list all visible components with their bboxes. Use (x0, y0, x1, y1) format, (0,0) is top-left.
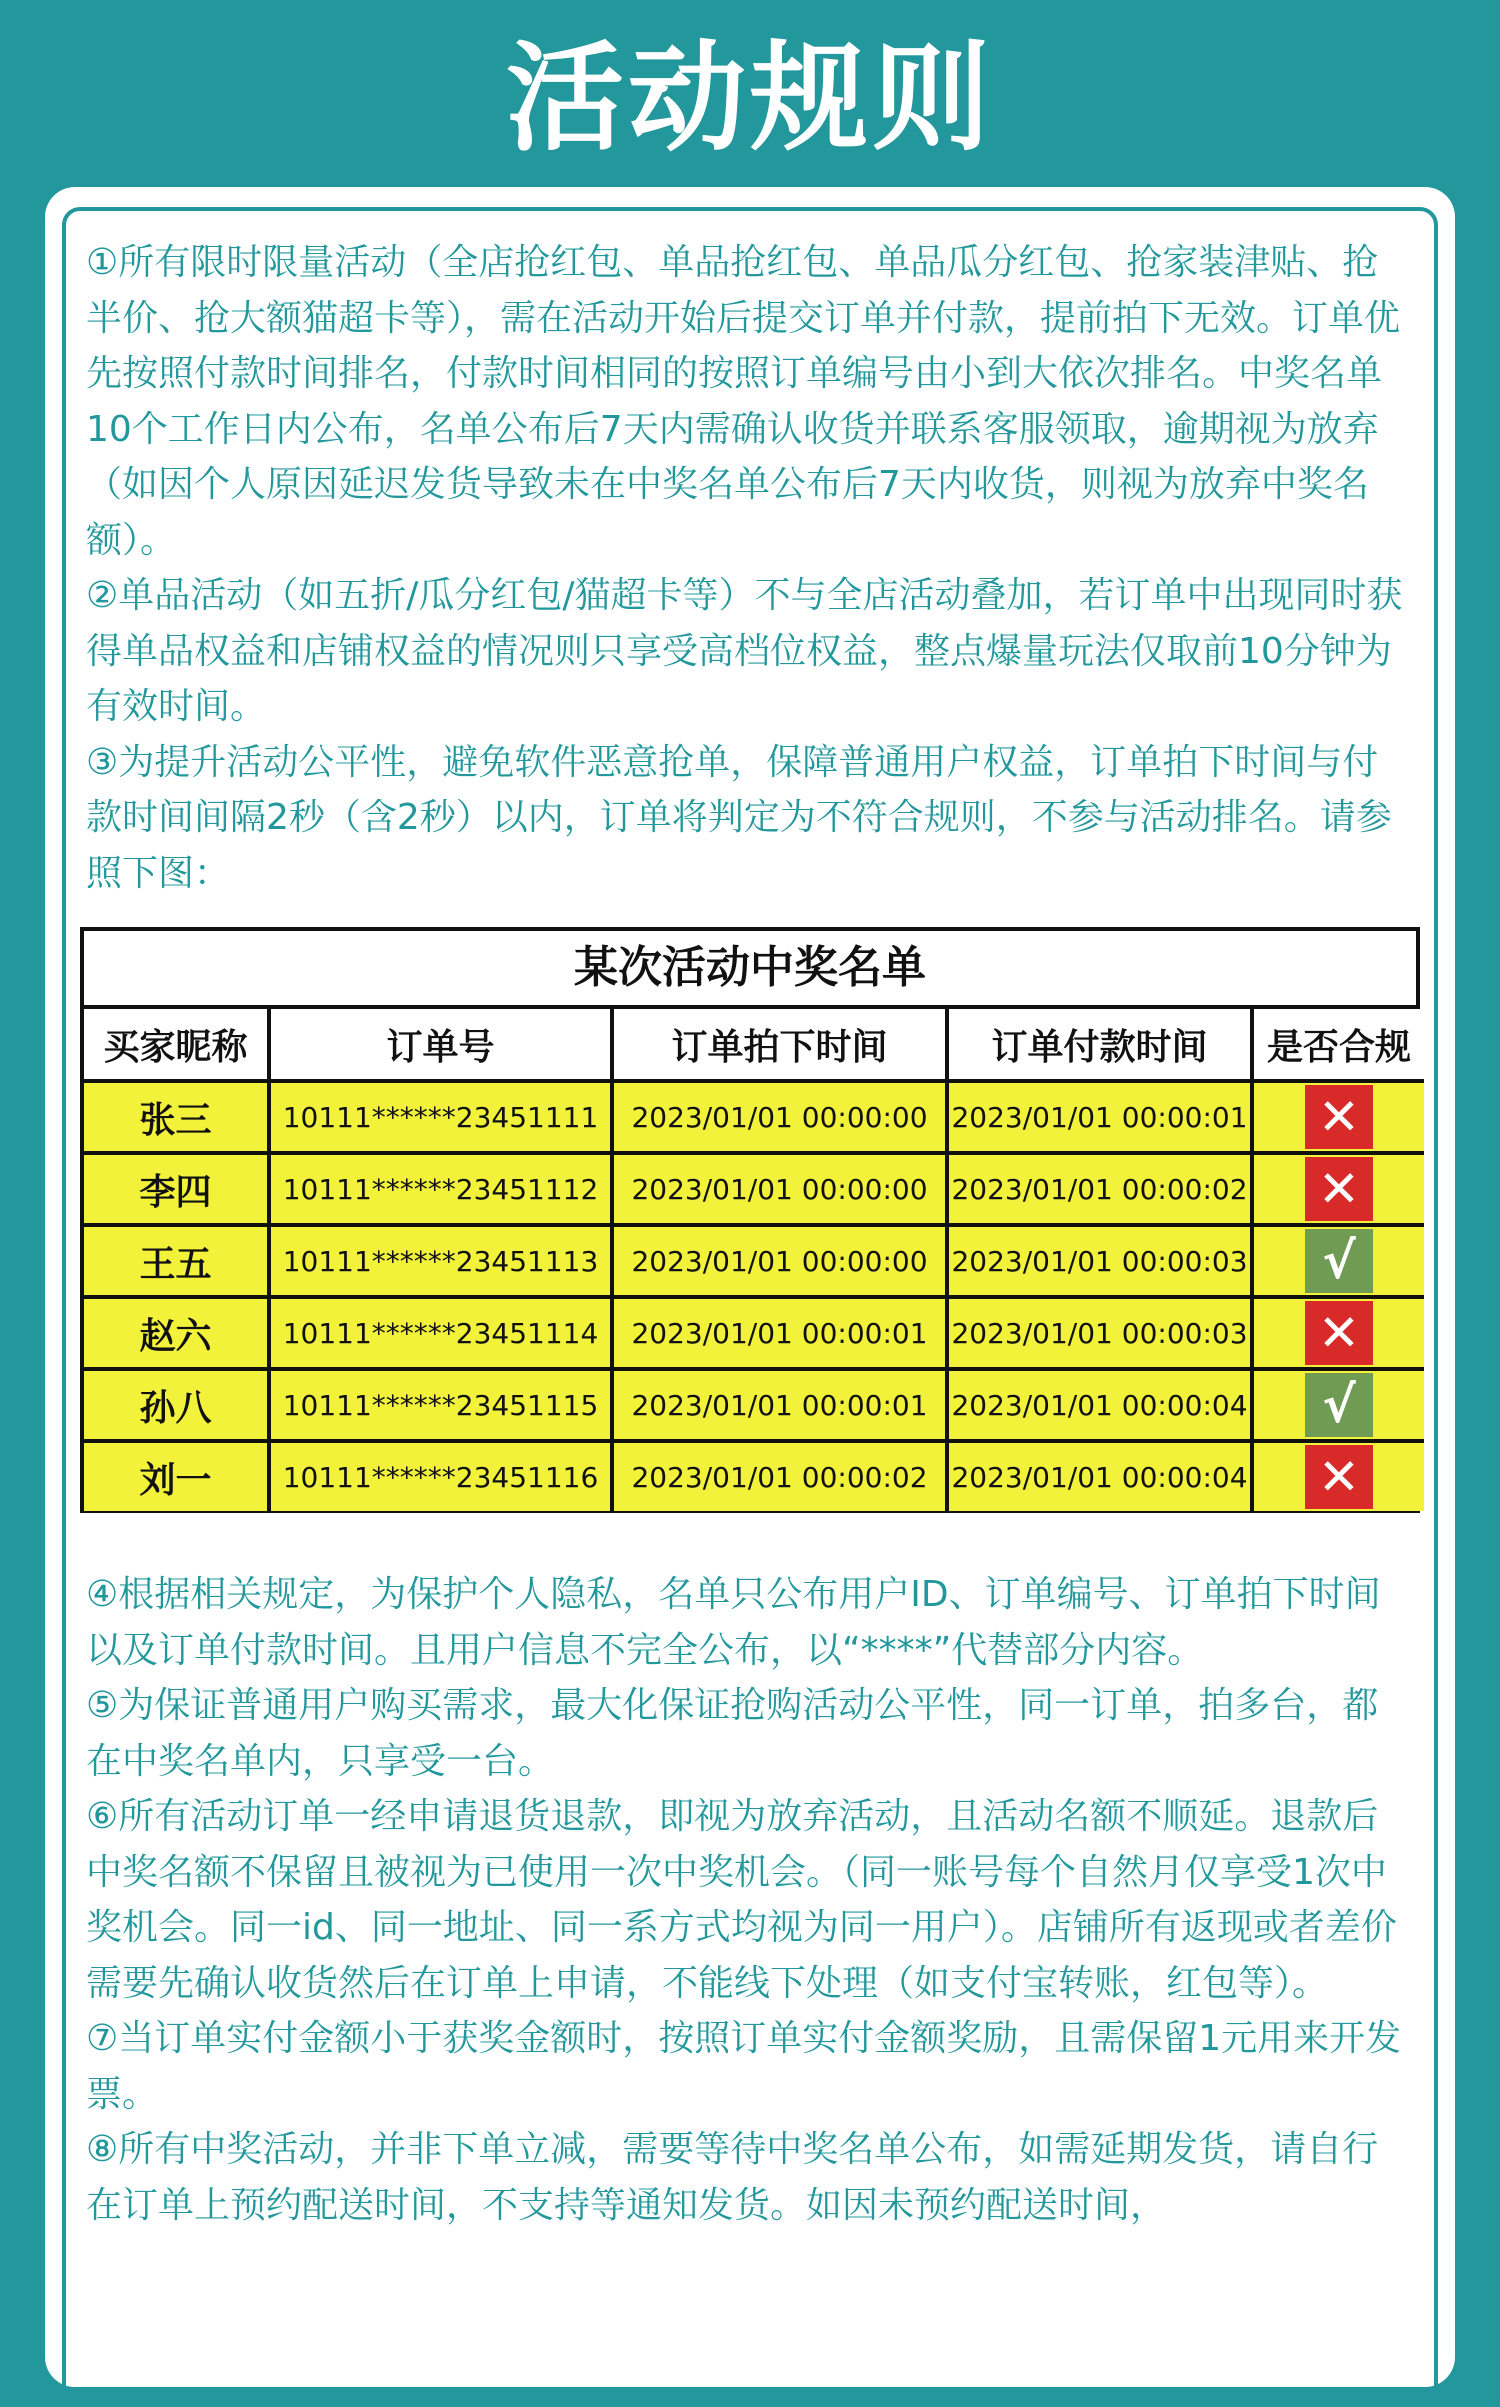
header-buyer: 买家昵称 (84, 1009, 269, 1081)
placed-time: 2023/01/01 00:00:01 (612, 1297, 947, 1369)
rule-8: ⑧所有中奖活动，并非下单立减，需要等待中奖名单公布，如需延期发货，请自行在订单上预约配送时间，不支持等通知发货。如因未预约配送时间， (86, 2129, 1379, 2226)
order-number: 10111******23451116 (269, 1441, 612, 1511)
placed-time: 2023/01/01 00:00:01 (612, 1369, 947, 1441)
buyer-name: 刘一 (84, 1441, 269, 1511)
table-row (84, 1225, 1424, 1297)
table-row (84, 1081, 1424, 1153)
placed-time: 2023/01/01 00:00:00 (612, 1225, 947, 1297)
header-order-no: 订单号 (269, 1009, 612, 1081)
rule-4: ④根据相关规定，为保护个人隐私，名单只公布用户ID、订单编号、订单拍下时间以及订单付款时间。且用户信息不完全公布，以“****”代替部分内容。 (86, 1574, 1381, 1671)
page-title: 活动规则 (505, 29, 994, 167)
order-number: 10111******23451114 (269, 1297, 612, 1369)
compliance-cell (1252, 1153, 1424, 1225)
cross-icon: ✕ (1305, 1301, 1373, 1365)
buyer-name: 李四 (84, 1153, 269, 1225)
compliance-cell (1252, 1225, 1424, 1297)
order-number: 10111******23451115 (269, 1369, 612, 1441)
check-icon: √ (1305, 1229, 1373, 1293)
rule-7: ⑦当订单实付金额小于获奖金额时，按照订单实付金额奖励，且需保留1元用来开发票。 (86, 2018, 1402, 2115)
winners-table (80, 927, 1420, 1513)
cross-icon: ✕ (1305, 1085, 1373, 1149)
cross-icon: ✕ (1305, 1445, 1373, 1509)
table-row (84, 1297, 1424, 1369)
buyer-name: 王五 (84, 1225, 269, 1297)
placed-time: 2023/01/01 00:00:00 (612, 1081, 947, 1153)
table-row (84, 1441, 1424, 1511)
placed-time: 2023/01/01 00:00:00 (612, 1153, 947, 1225)
buyer-name: 张三 (84, 1081, 269, 1153)
table-header-row (84, 1009, 1424, 1081)
check-icon: √ (1305, 1373, 1373, 1437)
order-number: 10111******23451111 (269, 1081, 612, 1153)
compliance-cell (1252, 1081, 1424, 1153)
table-title: 某次活动中奖名单 (84, 931, 1416, 1009)
paid-time: 2023/01/01 00:00:04 (947, 1369, 1252, 1441)
compliance-cell (1252, 1441, 1424, 1511)
rule-1: ①所有限时限量活动（全店抢红包、单品抢红包、单品瓜分红包、抢家装津贴、抢半价、抢大额猫超卡等），需在活动开始后提交订单并付款，提前拍下无效。订单优先按照付款时间排名，付款时间相同的按照订单编号由小到大依次排名。中奖名单10个工作日内公布，名单公布后7天内需确认收货并联系客服领取，逾期视为放弃（如因个人原因延迟发货导致未在中奖名单公布后7天内收货，则视为放弃中奖名额）。 (86, 242, 1401, 561)
paid-time: 2023/01/01 00:00:04 (947, 1441, 1252, 1511)
table-row (84, 1369, 1424, 1441)
header-compliant: 是否合规 (1252, 1009, 1424, 1081)
rules-section-bottom (86, 1567, 1406, 2233)
header-placed-time: 订单拍下时间 (612, 1009, 947, 1081)
paid-time: 2023/01/01 00:00:03 (947, 1297, 1252, 1369)
rule-2: ②单品活动（如五折/瓜分红包/猫超卡等）不与全店活动叠加，若订单中出现同时获得单品权益和店铺权益的情况则只享受高档位权益，整点爆量玩法仅取前10分钟为有效时间。 (86, 575, 1403, 727)
rule-5: ⑤为保证普通用户购买需求，最大化保证抢购活动公平性，同一订单，拍多台，都在中奖名单内，只享受一台。 (86, 1685, 1379, 1782)
rule-6: ⑥所有活动订单一经申请退货退款，即视为放弃活动，且活动名额不顺延。退款后中奖名额不保留且被视为已使用一次中奖机会。（同一账号每个自然月仅享受1次中奖机会。同一id、同一地址、同一系方式均视为同一用户）。店铺所有返现或者差价需要先确认收货然后在订单上申请，不能线下处理（如支付宝转账，红包等）。 (86, 1796, 1397, 2004)
cross-icon: ✕ (1305, 1157, 1373, 1221)
paid-time: 2023/01/01 00:00:01 (947, 1081, 1252, 1153)
compliance-cell (1252, 1297, 1424, 1369)
table-row (84, 1153, 1424, 1225)
paid-time: 2023/01/01 00:00:03 (947, 1225, 1252, 1297)
rules-section-top (86, 235, 1406, 901)
order-number: 10111******23451113 (269, 1225, 612, 1297)
placed-time: 2023/01/01 00:00:02 (612, 1441, 947, 1511)
order-number: 10111******23451112 (269, 1153, 612, 1225)
buyer-name: 孙八 (84, 1369, 269, 1441)
header-paid-time: 订单付款时间 (947, 1009, 1252, 1081)
compliance-cell (1252, 1369, 1424, 1441)
paid-time: 2023/01/01 00:00:02 (947, 1153, 1252, 1225)
buyer-name: 赵六 (84, 1297, 269, 1369)
rule-3: ③为提升活动公平性，避免软件恶意抢单，保障普通用户权益，订单拍下时间与付款时间间隔2秒（含2秒）以内，订单将判定为不符合规则，不参与活动排名。请参照下图： (86, 741, 1392, 894)
